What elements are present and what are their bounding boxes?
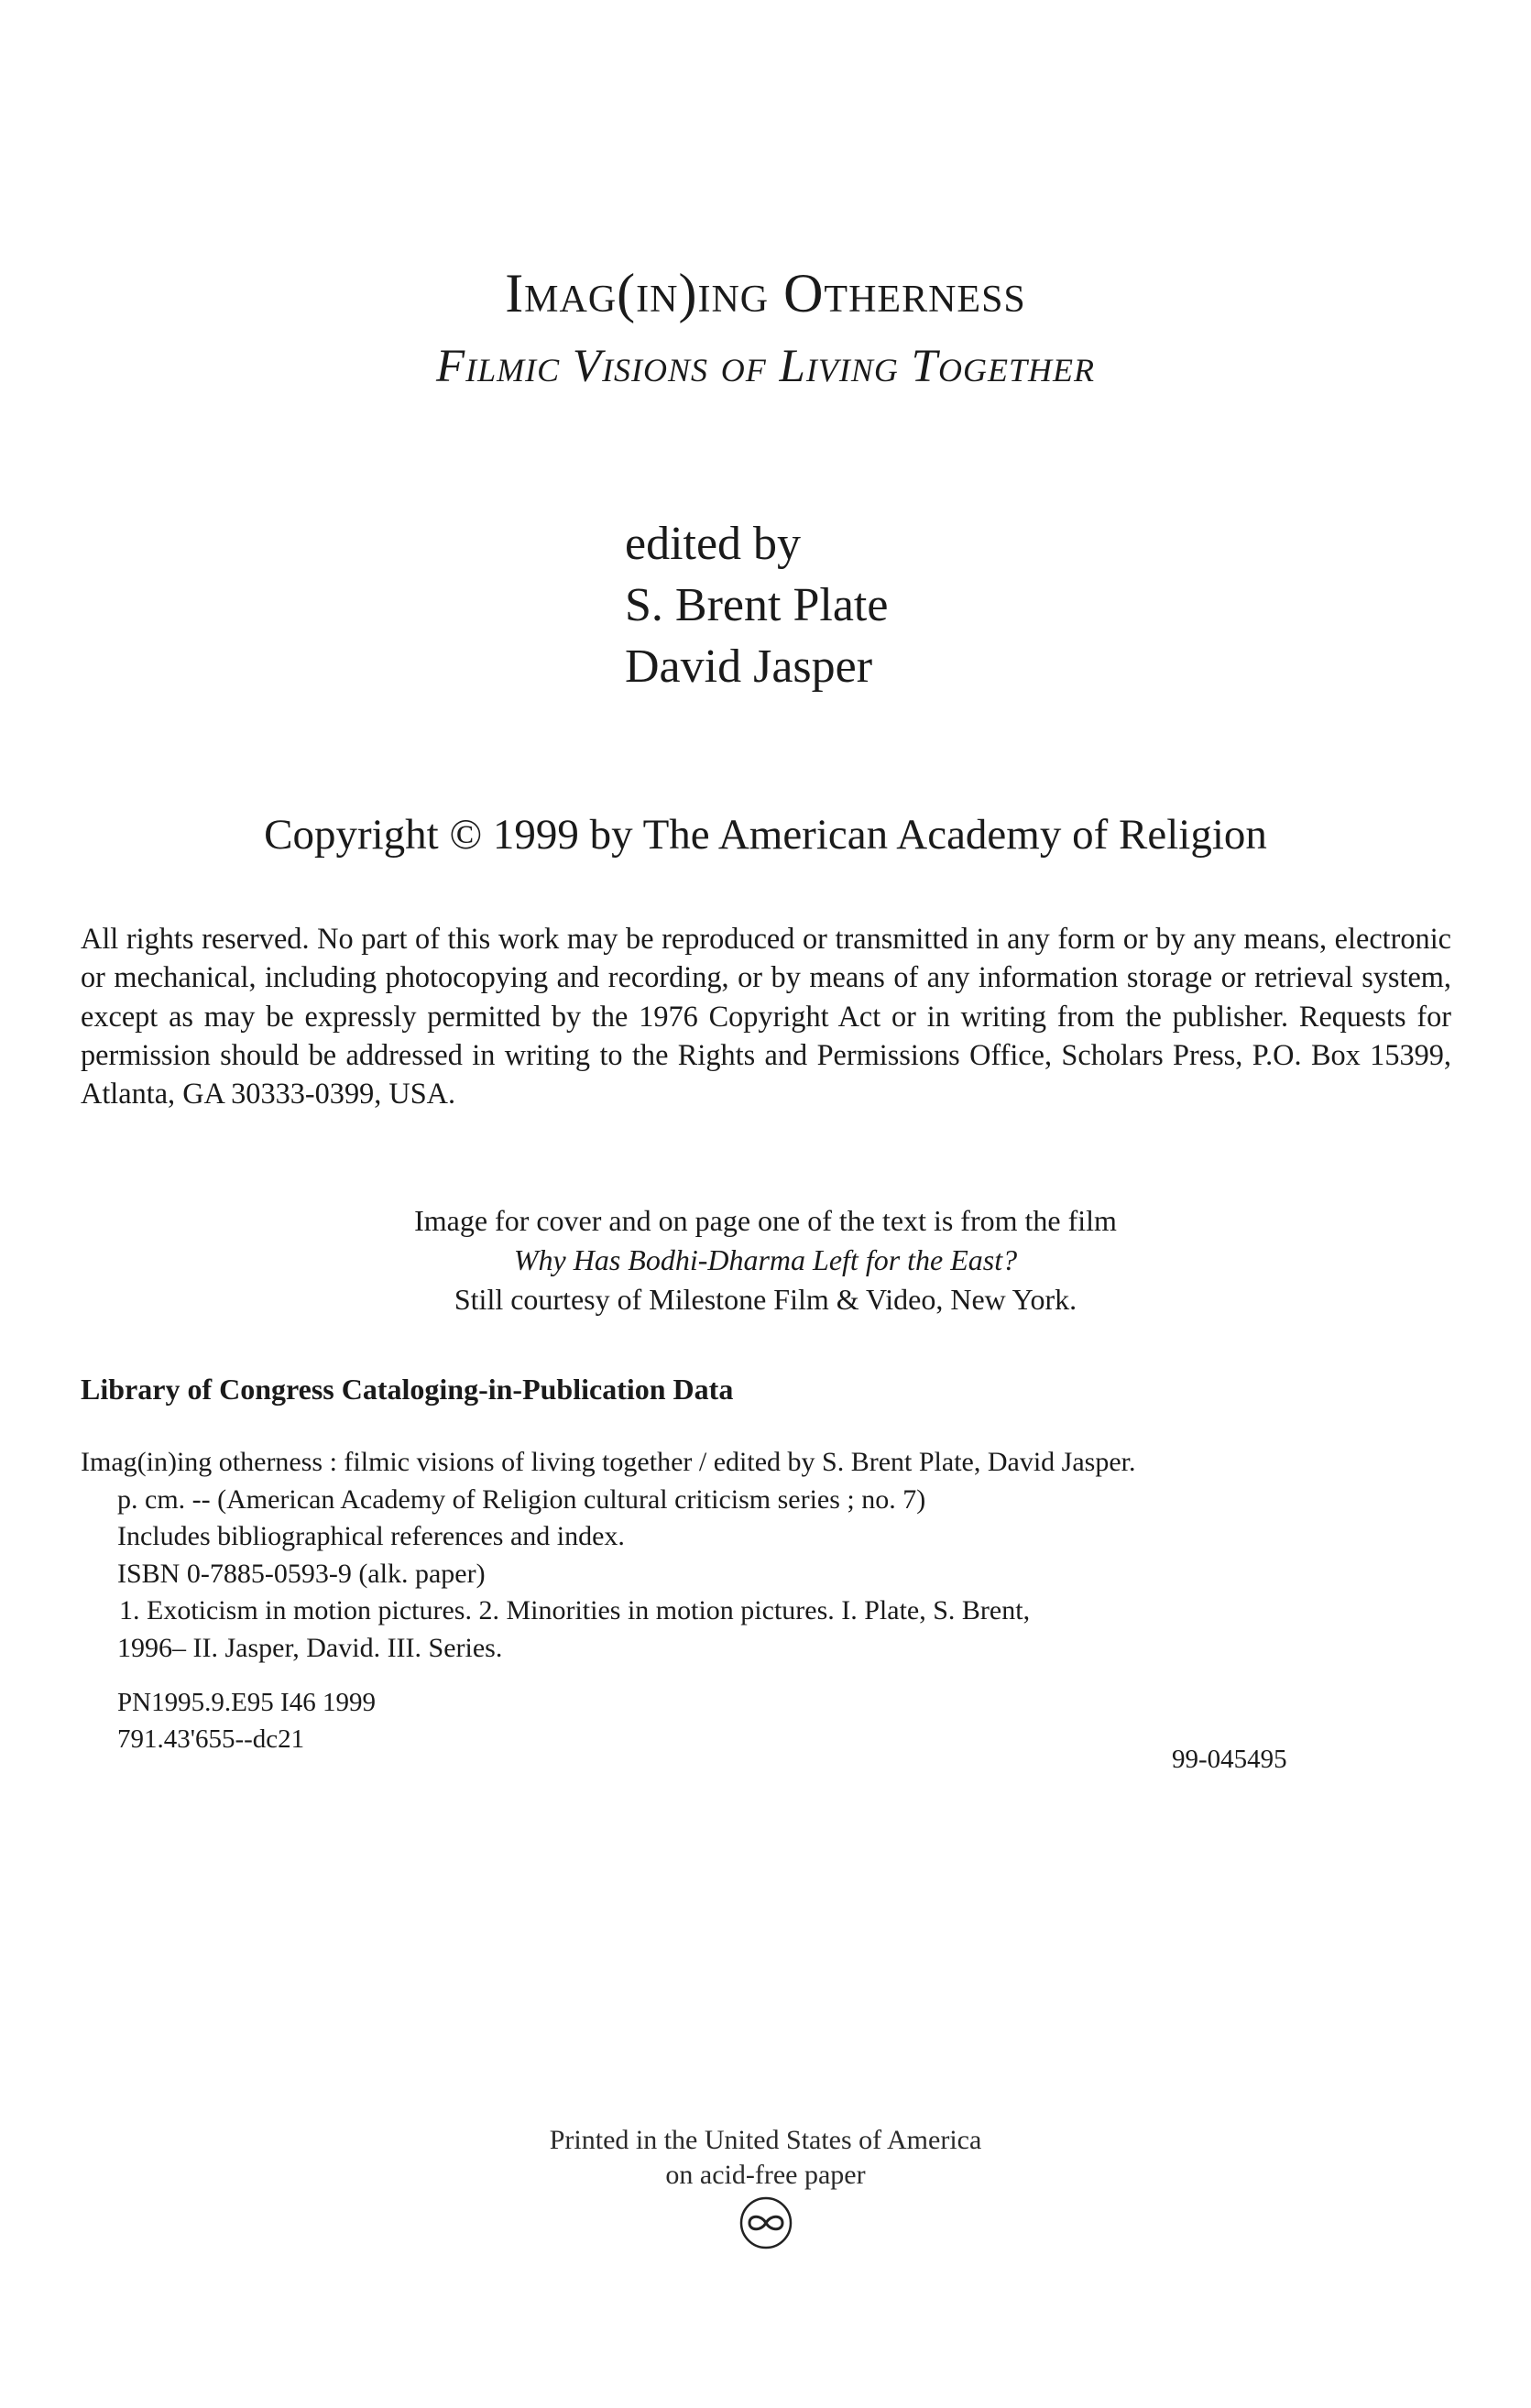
cip-line: Includes bibliographical references and index. (117, 1521, 625, 1551)
infinity-circle-icon (737, 2194, 795, 2252)
printed-line: Printed in the United States of America (549, 2125, 982, 2155)
lccn: 99-045495 (1172, 1745, 1287, 1774)
editor-name: David Jasper (625, 640, 873, 693)
printed-notice (0, 2123, 1531, 2193)
cip-heading: Library of Congress Cataloging-in-Publication Data (81, 1373, 734, 1406)
cip-line: Imag(in)ing otherness : filmic visions of living together / edited by S. Brent Plate, David Jasper. (81, 1447, 1136, 1477)
film-title: Why Has Bodhi-Dharma Left for the East? (513, 1243, 1018, 1276)
copyright-line: Copyright © 1999 by The American Academy of Religion (264, 811, 1267, 859)
cover-note-credit: Still courtesy of Milestone Film & Video, New York. (454, 1283, 1077, 1316)
rights-paragraph: All rights reserved. No part of this work may be reproduced or transmitted in any form or by any means, electronic or mechanical, including photocopying and recording, or by means of any information storage or retrieval system, except as may be expressly permitted by the 1976 Copyright Act or in writing from the publisher. Requests for permission should be addressed in writing to the Rights and Permissions Office, Scholars Press, P.O. Box 15399, Atlanta, GA 30333-0399, USA. (81, 922, 1451, 1111)
cip-line: 1. Exoticism in motion pictures. 2. Minorities in motion pictures. I. Plate, S. Brent, (119, 1595, 1031, 1625)
book-subtitle: Filmic Visions of Living Together (436, 341, 1095, 392)
cip-entry (81, 1444, 1135, 1667)
cip-line: p. cm. -- (American Academy of Religion cultural criticism series ; no. 7) (117, 1483, 926, 1515)
cover-note-line: Image for cover and on page one of the text is from the film (414, 1204, 1117, 1237)
edited-by-label: edited by (625, 518, 802, 570)
lc-call-number: PN1995.9.E95 I46 1999 (117, 1688, 376, 1717)
cip-line: 1996– II. Jasper, David. III. Series. (117, 1632, 503, 1663)
paper-line: on acid-free paper (665, 2160, 866, 2190)
call-numbers (117, 1684, 376, 1757)
cip-line: ISBN 0-7885-0593-9 (alk. paper) (117, 1558, 486, 1589)
editors-block (625, 513, 888, 697)
editor-name: S. Brent Plate (625, 579, 889, 631)
dewey-number: 791.43'655--dc21 (117, 1724, 305, 1754)
cover-image-note (0, 1201, 1531, 1319)
book-title: Imag(in)ing Otherness (505, 263, 1026, 323)
